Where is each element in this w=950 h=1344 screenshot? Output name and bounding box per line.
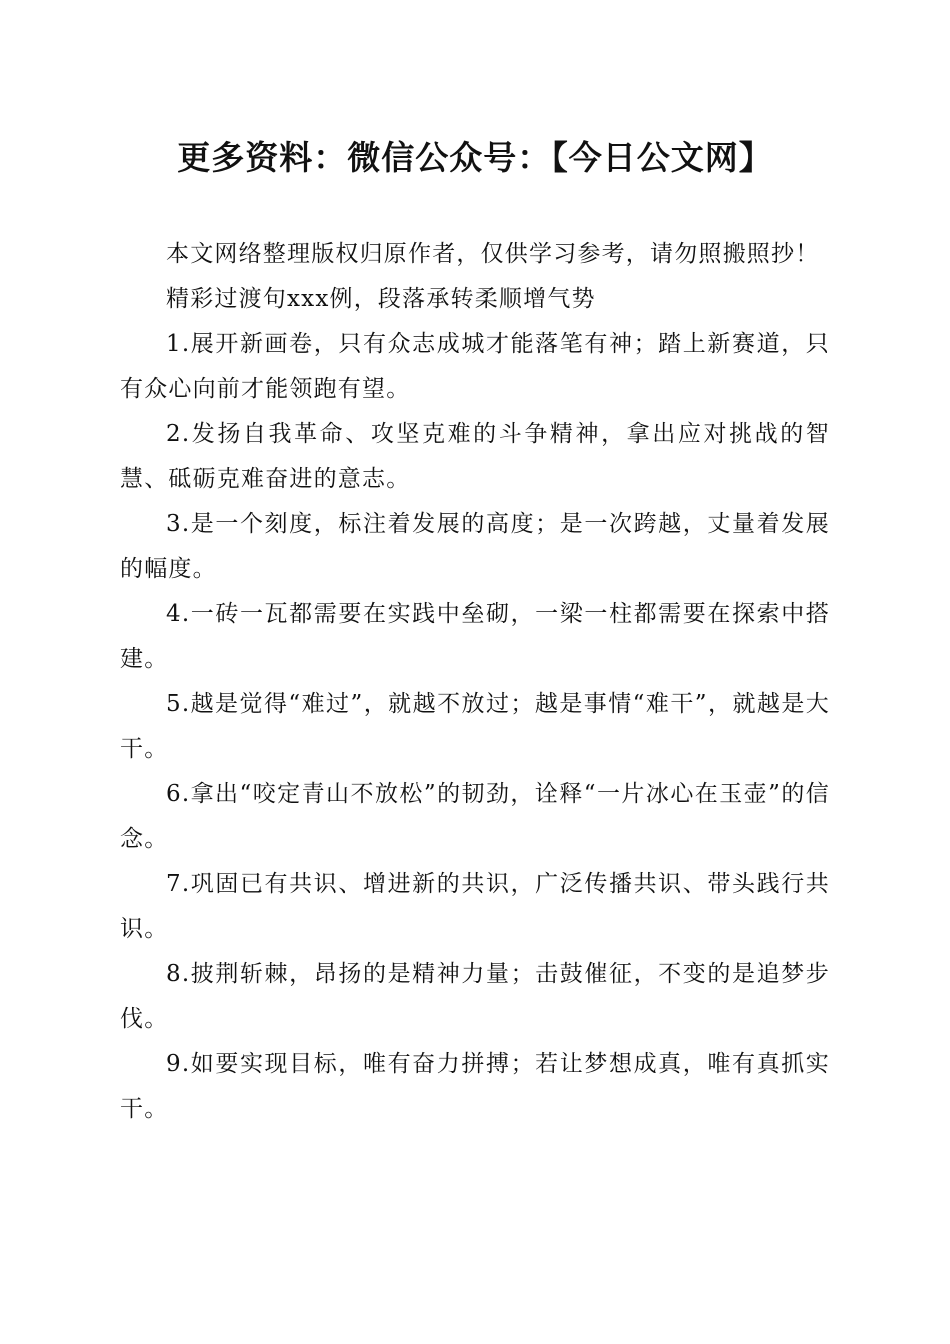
list-item: 1.展开新画卷，只有众志成城才能落笔有神；踏上新赛道，只有众心向前才能领跑有望。 <box>120 331 830 402</box>
list-item: 2.发扬自我革命、攻坚克难的斗争精神，拿出应对挑战的智慧、砥砺克难奋进的意志。 <box>120 421 830 492</box>
copyright-notice: 本文网络整理版权归原作者，仅供学习参考，请勿照搬照抄！ <box>166 241 820 267</box>
list-item: 8.披荆斩棘，昂扬的是精神力量；击鼓催征，不变的是追梦步伐。 <box>120 961 830 1032</box>
section-heading: 精彩过渡句xxx例，段落承转柔顺增气势 <box>166 286 596 312</box>
list-item: 4.一砖一瓦都需要在实践中垒砌，一梁一柱都需要在探索中搭建。 <box>120 601 830 672</box>
document-body <box>120 232 830 1132</box>
page-title: 更多资料：微信公众号：【今日公文网】 <box>177 138 773 177</box>
list-item: 7.巩固已有共识、增进新的共识，广泛传播共识、带头践行共识。 <box>120 871 830 942</box>
list-item: 9.如要实现目标，唯有奋力拼搏；若让梦想成真，唯有真抓实干。 <box>120 1051 830 1122</box>
list-item: 3.是一个刻度，标注着发展的高度；是一次跨越，丈量着发展的幅度。 <box>120 511 830 582</box>
list-item: 6.拿出“咬定青山不放松”的韧劲，诠释“一片冰心在玉壶”的信念。 <box>120 781 830 852</box>
list-item: 5.越是觉得“难过”，就越不放过；越是事情“难干”，就越是大干。 <box>120 691 830 762</box>
